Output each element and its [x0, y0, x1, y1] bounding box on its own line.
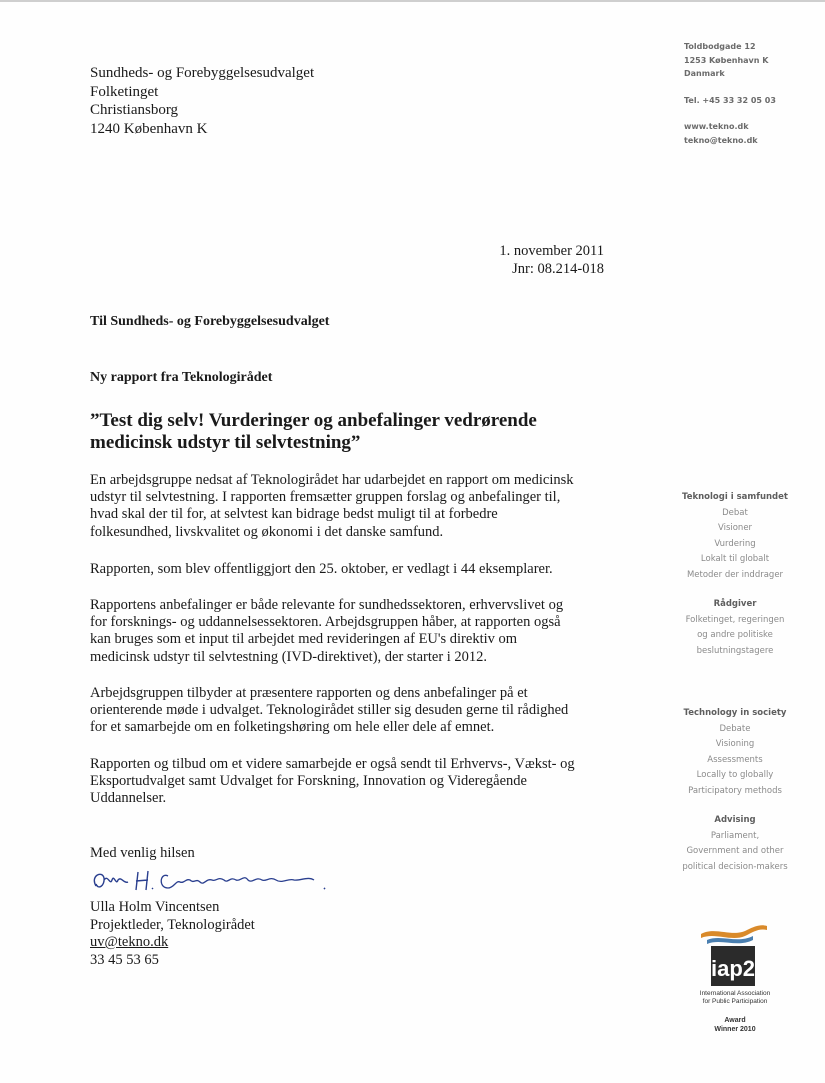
sidebar-heading: Teknologi i samfundet [682, 492, 788, 502]
logo-caption-line: International Association [699, 990, 771, 997]
paragraph-line: for forsknings- og uddannelsessektoren. Arbejdsgruppen håber, at rapporten også [90, 614, 561, 631]
sidebar-item: Visioner [717, 523, 753, 533]
sidebar-heading: Rådgiver [713, 599, 757, 609]
paragraph-line: Uddannelser. [90, 790, 167, 807]
iap2-logo-icon [697, 920, 769, 988]
award-label [672, 1016, 798, 1034]
sidebar-item: Vurdering [714, 538, 756, 549]
signer-name: Ulla Holm Vincentsen [90, 899, 220, 915]
sender-web: www.tekno.dk [684, 122, 749, 131]
date-block [470, 243, 604, 278]
subject-line: Ny rapport fra Teknologirådet [90, 370, 273, 385]
body-paragraph [90, 472, 610, 541]
sender-address [684, 40, 776, 147]
paragraph-line: udstyr til selvtestning. I rapporten fremsætter gruppen forslag og anbefalinger til, [90, 489, 561, 506]
recipient-address [90, 64, 314, 138]
award-line: Winner 2010 [714, 1026, 756, 1033]
logo-text: iap2 [710, 956, 756, 981]
sidebar-item: Assessments [707, 754, 763, 765]
sidebar-item: Debat [722, 507, 748, 518]
sidebar-item: Metoder der inddrager [686, 569, 784, 580]
paragraph-line: Eksportudvalget samt Udvalget for Forskning, Innovation og Videregående [90, 773, 527, 790]
salutation: Til Sundheds- og Forebyggelsesudvalget [90, 314, 330, 329]
closing: Med venlig hilsen [90, 845, 195, 861]
sender-phone: Tel. +45 33 32 05 03 [684, 95, 776, 105]
paragraph-line: kan bruges som et input til arbejdet med revideringen af EU's direktiv om [90, 631, 518, 648]
sidebar-item: Government and other [686, 846, 784, 856]
recipient-line: Folketinget [90, 83, 159, 100]
title-line: medicinsk udstyr til selvtestning” [90, 432, 361, 453]
signer-phone: 33 45 53 65 [90, 951, 159, 968]
sidebar-item: Folketinget, regeringen [685, 614, 785, 625]
recipient-line: 1240 København K [90, 120, 208, 137]
sender-street: Toldbodgade 12 [684, 42, 756, 51]
recipient-line: Christiansborg [90, 102, 179, 118]
logo-caption-line: for Public Participation [702, 998, 768, 1005]
sidebar-item: political decision-makers [682, 861, 788, 872]
sidebar-english [672, 706, 798, 875]
sidebar-item: Locally to globally [696, 770, 774, 780]
sidebar-item: Parliament, [710, 830, 760, 841]
body-paragraph [90, 561, 610, 578]
body-paragraph [90, 685, 610, 737]
sidebar-heading: Advising [714, 815, 756, 825]
recipient-line: Sundheds- og Forebyggelsesudvalget [90, 65, 315, 81]
journal-number: Jnr: 08.214-018 [512, 260, 604, 277]
logo-caption [672, 990, 798, 1006]
signer-email-link[interactable]: uv@tekno.dk [90, 934, 169, 950]
report-title [90, 410, 610, 454]
paragraph-line: En arbejdsgruppe nedsat af Teknologirådet har udarbejdet en rapport om medicinsk [90, 472, 574, 488]
paragraph-line: for et samarbejde om en folketingshøring om hele eller dele af emnet. [90, 719, 495, 736]
paragraph-line: Rapporten og tilbud om et videre samarbejde er også sendt til Erhvervs-, Vækst- og [90, 756, 575, 772]
signer-role: Projektleder, Teknologirådet [90, 916, 255, 933]
sidebar-danish [672, 490, 798, 659]
sidebar-item: og andre politiske [697, 630, 773, 640]
page-edge [0, 0, 825, 2]
letter-date: 1. november 2011 [499, 243, 604, 259]
title-line: ”Test dig selv! Vurderinger og anbefalinger vedrørende [90, 410, 537, 431]
paragraph-line: Rapportens anbefalinger er både relevante for sundhedssektoren, erhvervslivet og [90, 597, 564, 613]
body-paragraph [90, 756, 610, 808]
paragraph-line: Arbejdsgruppen tilbyder at præsentere rapporten og dens anbefalinger på et [90, 685, 528, 701]
paragraph-line: orienterende møde i udvalget. Teknologirådet stiller sig desuden gerne til rådighed [90, 702, 569, 719]
signer-block [90, 899, 255, 969]
sidebar-item: Visioning [715, 739, 755, 749]
paragraph-line: hvad skal der til for, at selvtest kan bidrage bedst muligt til at forbedre [90, 506, 498, 523]
sender-email: tekno@tekno.dk [684, 135, 758, 145]
sidebar-item: beslutningstagere [696, 645, 774, 656]
handwritten-signature [88, 866, 358, 896]
sender-country: Danmark [684, 69, 725, 78]
award-line: Award [724, 1017, 746, 1024]
sender-city: 1253 København K [684, 55, 769, 65]
body-paragraph [90, 597, 610, 666]
paragraph-line: folkesundhed, livskvalitet og økonomi i det danske samfund. [90, 523, 444, 540]
paragraph-line: Rapporten, som blev offentliggjort den 25. oktober, er vedlagt i 44 eksemplarer. [90, 561, 553, 577]
sidebar-heading: Technology in society [683, 708, 787, 718]
sidebar-item: Participatory methods [688, 785, 782, 796]
sidebar-item: Lokalt til globalt [700, 554, 770, 564]
paragraph-line: medicinsk udstyr til selvtestning (IVD-direktivet), der starter i 2012. [90, 648, 488, 665]
sidebar-item: Debate [719, 723, 751, 734]
